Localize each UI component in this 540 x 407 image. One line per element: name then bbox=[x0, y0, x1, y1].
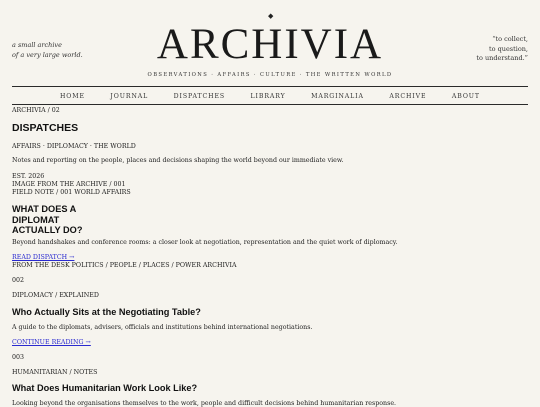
article-summary: Looking beyond the organisations themselves to the work, people and difficult decisions behind humanitarian response. bbox=[12, 400, 397, 407]
site-subtitle: OBSERVATIONS · AFFAIRS · CULTURE · THE WRITTEN WORLD bbox=[147, 72, 393, 78]
feature-title[interactable] bbox=[12, 204, 82, 236]
article-title[interactable]: What Does Humanitarian Work Look Like? bbox=[12, 383, 198, 393]
nav-item-about[interactable]: ABOUT bbox=[451, 93, 480, 100]
main-nav bbox=[60, 93, 480, 100]
page-categories: AFFAIRS · DIPLOMACY · THE WORLD bbox=[12, 143, 136, 150]
feature-title-line: DIPLOMAT bbox=[12, 214, 60, 225]
nav-item-archive[interactable]: ARCHIVE bbox=[389, 93, 427, 100]
tagline-right-line: to question, bbox=[489, 44, 528, 53]
meta-est: EST. 2026 bbox=[12, 173, 45, 180]
article-number: 003 bbox=[12, 354, 25, 361]
nav-item-marginalia[interactable]: MARGINALIA bbox=[311, 93, 364, 100]
feature-footer: FROM THE DESK POLITICS / PEOPLE / PLACES / POWER ARCHIVIA bbox=[12, 262, 237, 269]
article-tag: DIPLOMACY / EXPLAINED bbox=[12, 292, 99, 299]
article-title[interactable]: Who Actually Sits at the Negotiating Table? bbox=[12, 307, 201, 317]
continue-reading-link[interactable]: CONTINUE READING → bbox=[12, 339, 91, 346]
meta-image: IMAGE FROM THE ARCHIVE / 001 bbox=[12, 181, 126, 188]
nav-item-journal[interactable]: JOURNAL bbox=[110, 93, 149, 100]
tagline-left-line: a small archive bbox=[12, 41, 62, 49]
article-tag: HUMANITARIAN / NOTES bbox=[12, 369, 98, 376]
feature-summary: Beyond handshakes and conference rooms: a closer look at negotiation, representation and the quiet work of diplomacy. bbox=[12, 239, 398, 246]
feature-title-line: ACTUALLY DO? bbox=[12, 225, 83, 235]
tagline-right bbox=[476, 35, 528, 64]
page-intro: Notes and reporting on the people, places and decisions shaping the world beyond our immediate view. bbox=[12, 157, 344, 164]
feature-title-line: WHAT DOES A bbox=[12, 204, 77, 214]
diamond-ornament-icon: ◆ bbox=[268, 12, 274, 20]
nav-divider bbox=[12, 104, 528, 105]
breadcrumb: ARCHIVIA / 02 bbox=[12, 107, 60, 114]
tagline-right-line: “to collect, bbox=[492, 35, 528, 43]
article-summary: A guide to the diplomats, advisers, officials and institutions behind international negotiations. bbox=[12, 324, 313, 331]
tagline-left-line: of a very large world. bbox=[12, 51, 83, 59]
nav-item-library[interactable]: LIBRARY bbox=[250, 93, 286, 100]
header-divider bbox=[12, 86, 528, 87]
article-number: 002 bbox=[12, 277, 25, 284]
meta-field-note: FIELD NOTE / 001 WORLD AFFAIRS bbox=[12, 189, 131, 196]
nav-item-dispatches[interactable]: DISPATCHES bbox=[173, 93, 226, 100]
nav-item-home[interactable]: HOME bbox=[60, 93, 85, 100]
read-dispatch-link[interactable]: READ DISPATCH → bbox=[12, 254, 75, 261]
site-logo[interactable]: ARCHIVIA bbox=[156, 21, 384, 68]
page-title: DISPATCHES bbox=[12, 122, 79, 134]
tagline-right-line: to understand.” bbox=[476, 54, 528, 62]
